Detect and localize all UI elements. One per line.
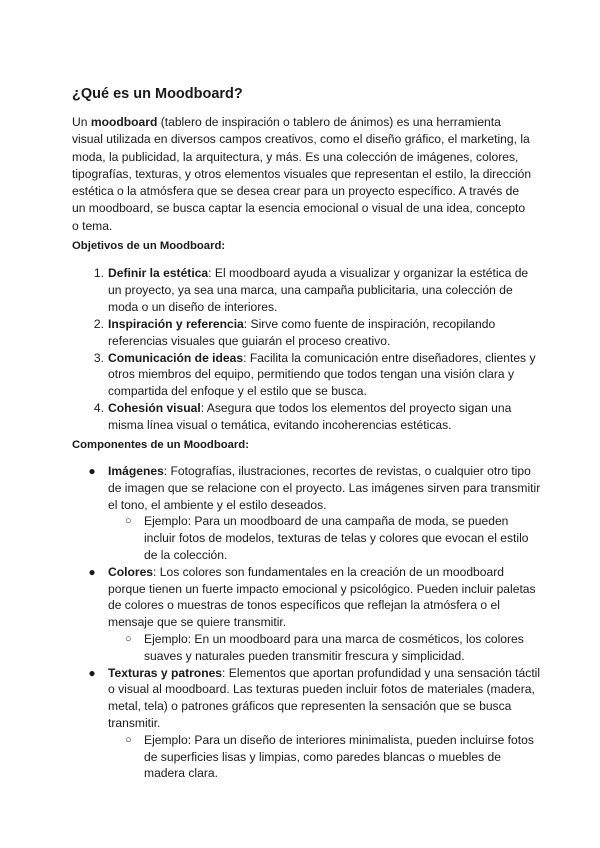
example-item bbox=[125, 631, 542, 665]
component-term: Colores bbox=[108, 564, 154, 579]
objective-term: Comunicación de ideas bbox=[108, 350, 244, 365]
component-text: : Elementos que aportan profundidad y una sensación táctil o visual al moodboard. Las texturas pueden incluir fotos de materiales (madera, metal, tela) o patrones gráficos que representen la sensación que se busca transmitir. bbox=[108, 665, 541, 730]
intro-term: moodboard bbox=[90, 115, 158, 129]
objective-term: Definir la estética bbox=[108, 266, 209, 280]
component-term: Texturas y patrones bbox=[108, 665, 223, 680]
example-list bbox=[108, 513, 542, 563]
intro-lead: Un bbox=[72, 115, 91, 129]
objective-text: : Sirve como fuente de inspiración, recopilando referencias visuales que guiarán el proceso creativo. bbox=[108, 316, 496, 348]
objective-text: : El moodboard ayuda a visualizar y organizar la estética de un proyecto, ya sea una marca, una campaña publicitaria, una colección de moda o un diseño de interiores. bbox=[108, 266, 529, 314]
components-list bbox=[88, 463, 542, 782]
example-text: Ejemplo: Para un moodboard de una campaña de moda, se pueden incluir fotos de modelos, texturas de telas y colores que evocan el estilo de la colección. bbox=[144, 514, 529, 562]
list-number: 2. bbox=[93, 316, 104, 331]
example-item bbox=[125, 732, 542, 782]
objective-text: : Facilita la comunicación entre diseñadores, clientes y otros miembros del equipo, permitiendo que todos tengan una visión clara y compartida del enfoque y el estilo que se busca. bbox=[108, 350, 536, 399]
bullet-icon: ● bbox=[88, 564, 96, 579]
objective-term: Inspiración y referencia bbox=[108, 316, 244, 331]
component-text: : Fotografías, ilustraciones, recortes de revistas, o cualquier otro tipo de imagen que se relacione con el proyecto. Las imágenes sirven para transmitir el tono, el ambiente y el estilo deseados. bbox=[108, 464, 541, 512]
component-item bbox=[88, 463, 542, 564]
example-text: Ejemplo: Para un diseño de interiores minimalista, pueden incluirse fotos de superficies lisas y limpias, como paredes blancas o muebles de madera clara. bbox=[144, 732, 534, 781]
intro-paragraph bbox=[72, 114, 534, 235]
intro-text: (tablero de inspiración o tablero de ánimos) es una herramienta visual utilizada en diversos campos creativos, como el diseño gráfico, el marketing, la moda, la publicidad, la arquitectura, y más. Es una colección de imágenes, colores, tipografías, texturas, y otros elementos visuales que representan el estilo, la dirección estética o la atmósfera que se desea crear para un proyecto específico. A través de un moodboard, se busca captar la esencia emocional o visual de una idea, concepto o tema. bbox=[72, 115, 532, 233]
sub-bullet-icon: ○ bbox=[125, 515, 132, 528]
objective-term: Cohesión visual bbox=[108, 401, 201, 416]
example-list bbox=[108, 732, 542, 782]
objectives-heading: Objetivos de un Moodboard: bbox=[72, 240, 226, 252]
objectives-list bbox=[93, 265, 538, 434]
bullet-icon: ● bbox=[88, 464, 96, 478]
component-term: Imágenes bbox=[108, 464, 164, 478]
list-number: 1. bbox=[93, 266, 104, 280]
sub-bullet-icon: ○ bbox=[125, 632, 132, 645]
objective-item bbox=[93, 265, 538, 316]
sub-bullet-icon: ○ bbox=[125, 733, 132, 746]
example-item bbox=[125, 513, 542, 563]
component-text: : Los colores son fundamentales en la creación de un moodboard porque tienen un fuerte impacto emocional y psicológico. Pueden incluir paletas de colores o muestras de tonos específicos que reflejan la atmósfera o el mensaje que se quiere transmitir. bbox=[108, 564, 536, 630]
objective-text: : Asegura que todos los elementos del proyecto sigan una misma línea visual o temática, evitando incoherencias estéticas. bbox=[108, 401, 512, 433]
objective-item bbox=[93, 400, 538, 434]
components-heading: Componentes de un Moodboard: bbox=[72, 439, 249, 451]
page-title: ¿Qué es un Moodboard? bbox=[72, 86, 243, 102]
bullet-icon: ● bbox=[88, 665, 96, 680]
example-text: Ejemplo: En un moodboard para una marca de cosméticos, los colores suaves y naturales pueden transmitir frescura y simplicidad. bbox=[144, 631, 524, 663]
example-list bbox=[108, 631, 542, 665]
component-item bbox=[88, 564, 542, 665]
list-number: 3. bbox=[93, 350, 104, 365]
component-item bbox=[88, 665, 542, 783]
objective-item bbox=[93, 316, 538, 350]
objective-item bbox=[93, 350, 538, 401]
list-number: 4. bbox=[93, 401, 104, 416]
